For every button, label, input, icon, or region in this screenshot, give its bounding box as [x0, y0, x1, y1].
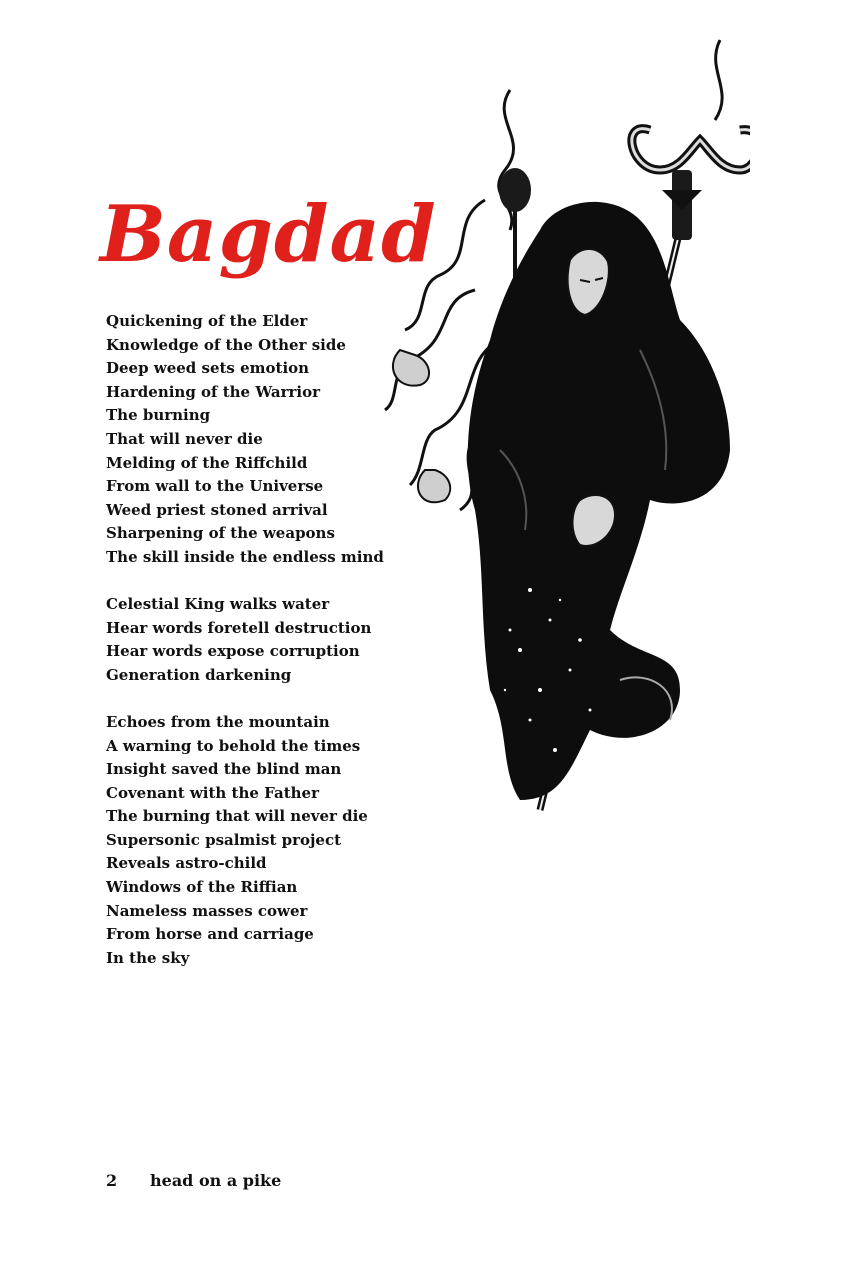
poem-body	[106, 310, 406, 994]
verse-line: Hear words foretell destruction	[106, 618, 372, 637]
verse-line: Weed priest stoned arrival	[106, 500, 328, 519]
verse-line: Insight saved the blind man	[106, 760, 342, 779]
verse-line: From wall to the Universe	[106, 477, 324, 496]
verse-line: The burning	[106, 406, 211, 425]
verse-line: The burning that will never die	[106, 807, 368, 826]
page-number: 2	[106, 1171, 118, 1190]
verse-line: In the sky	[106, 948, 190, 967]
verse-line: Sharpening of the weapons	[106, 524, 335, 543]
hooded-figure	[468, 202, 730, 800]
verse-line: Nameless masses cower	[106, 901, 308, 920]
verse-line: Supersonic psalmist project	[106, 830, 342, 849]
hooded-figure-illustration	[380, 30, 750, 860]
verse-line: Melding of the Riffchild	[106, 453, 308, 472]
verse-line: That will never die	[106, 429, 263, 448]
page-footer	[106, 1171, 281, 1190]
verse-line: Windows of the Riffian	[106, 878, 298, 897]
verse-line: A warning to behold the times	[106, 736, 361, 755]
verse-line: Celestial King walks water	[106, 595, 330, 614]
verse-line: From horse and carriage	[106, 925, 314, 944]
verse-line: Quickening of the Elder	[106, 312, 308, 330]
verse-line: Generation darkening	[106, 665, 292, 684]
verse-line: The skill inside the endless mind	[106, 547, 384, 566]
verse-line: Hear words expose corruption	[106, 642, 360, 661]
running-title: head on a pike	[150, 1171, 282, 1190]
verse-line: Knowledge of the Other side	[106, 335, 346, 354]
verse-line: Echoes from the mountain	[106, 712, 330, 731]
stanza-1	[106, 310, 406, 570]
verse-line: Reveals astro-child	[106, 854, 267, 873]
stanza-3	[106, 711, 406, 971]
verse-line: Deep weed sets emotion	[106, 359, 310, 378]
verse-line: Covenant with the Father	[106, 783, 319, 802]
verse-line: Hardening of the Warrior	[106, 382, 320, 401]
poem-title: Bagdad	[100, 189, 437, 280]
stanza-2	[106, 593, 406, 687]
